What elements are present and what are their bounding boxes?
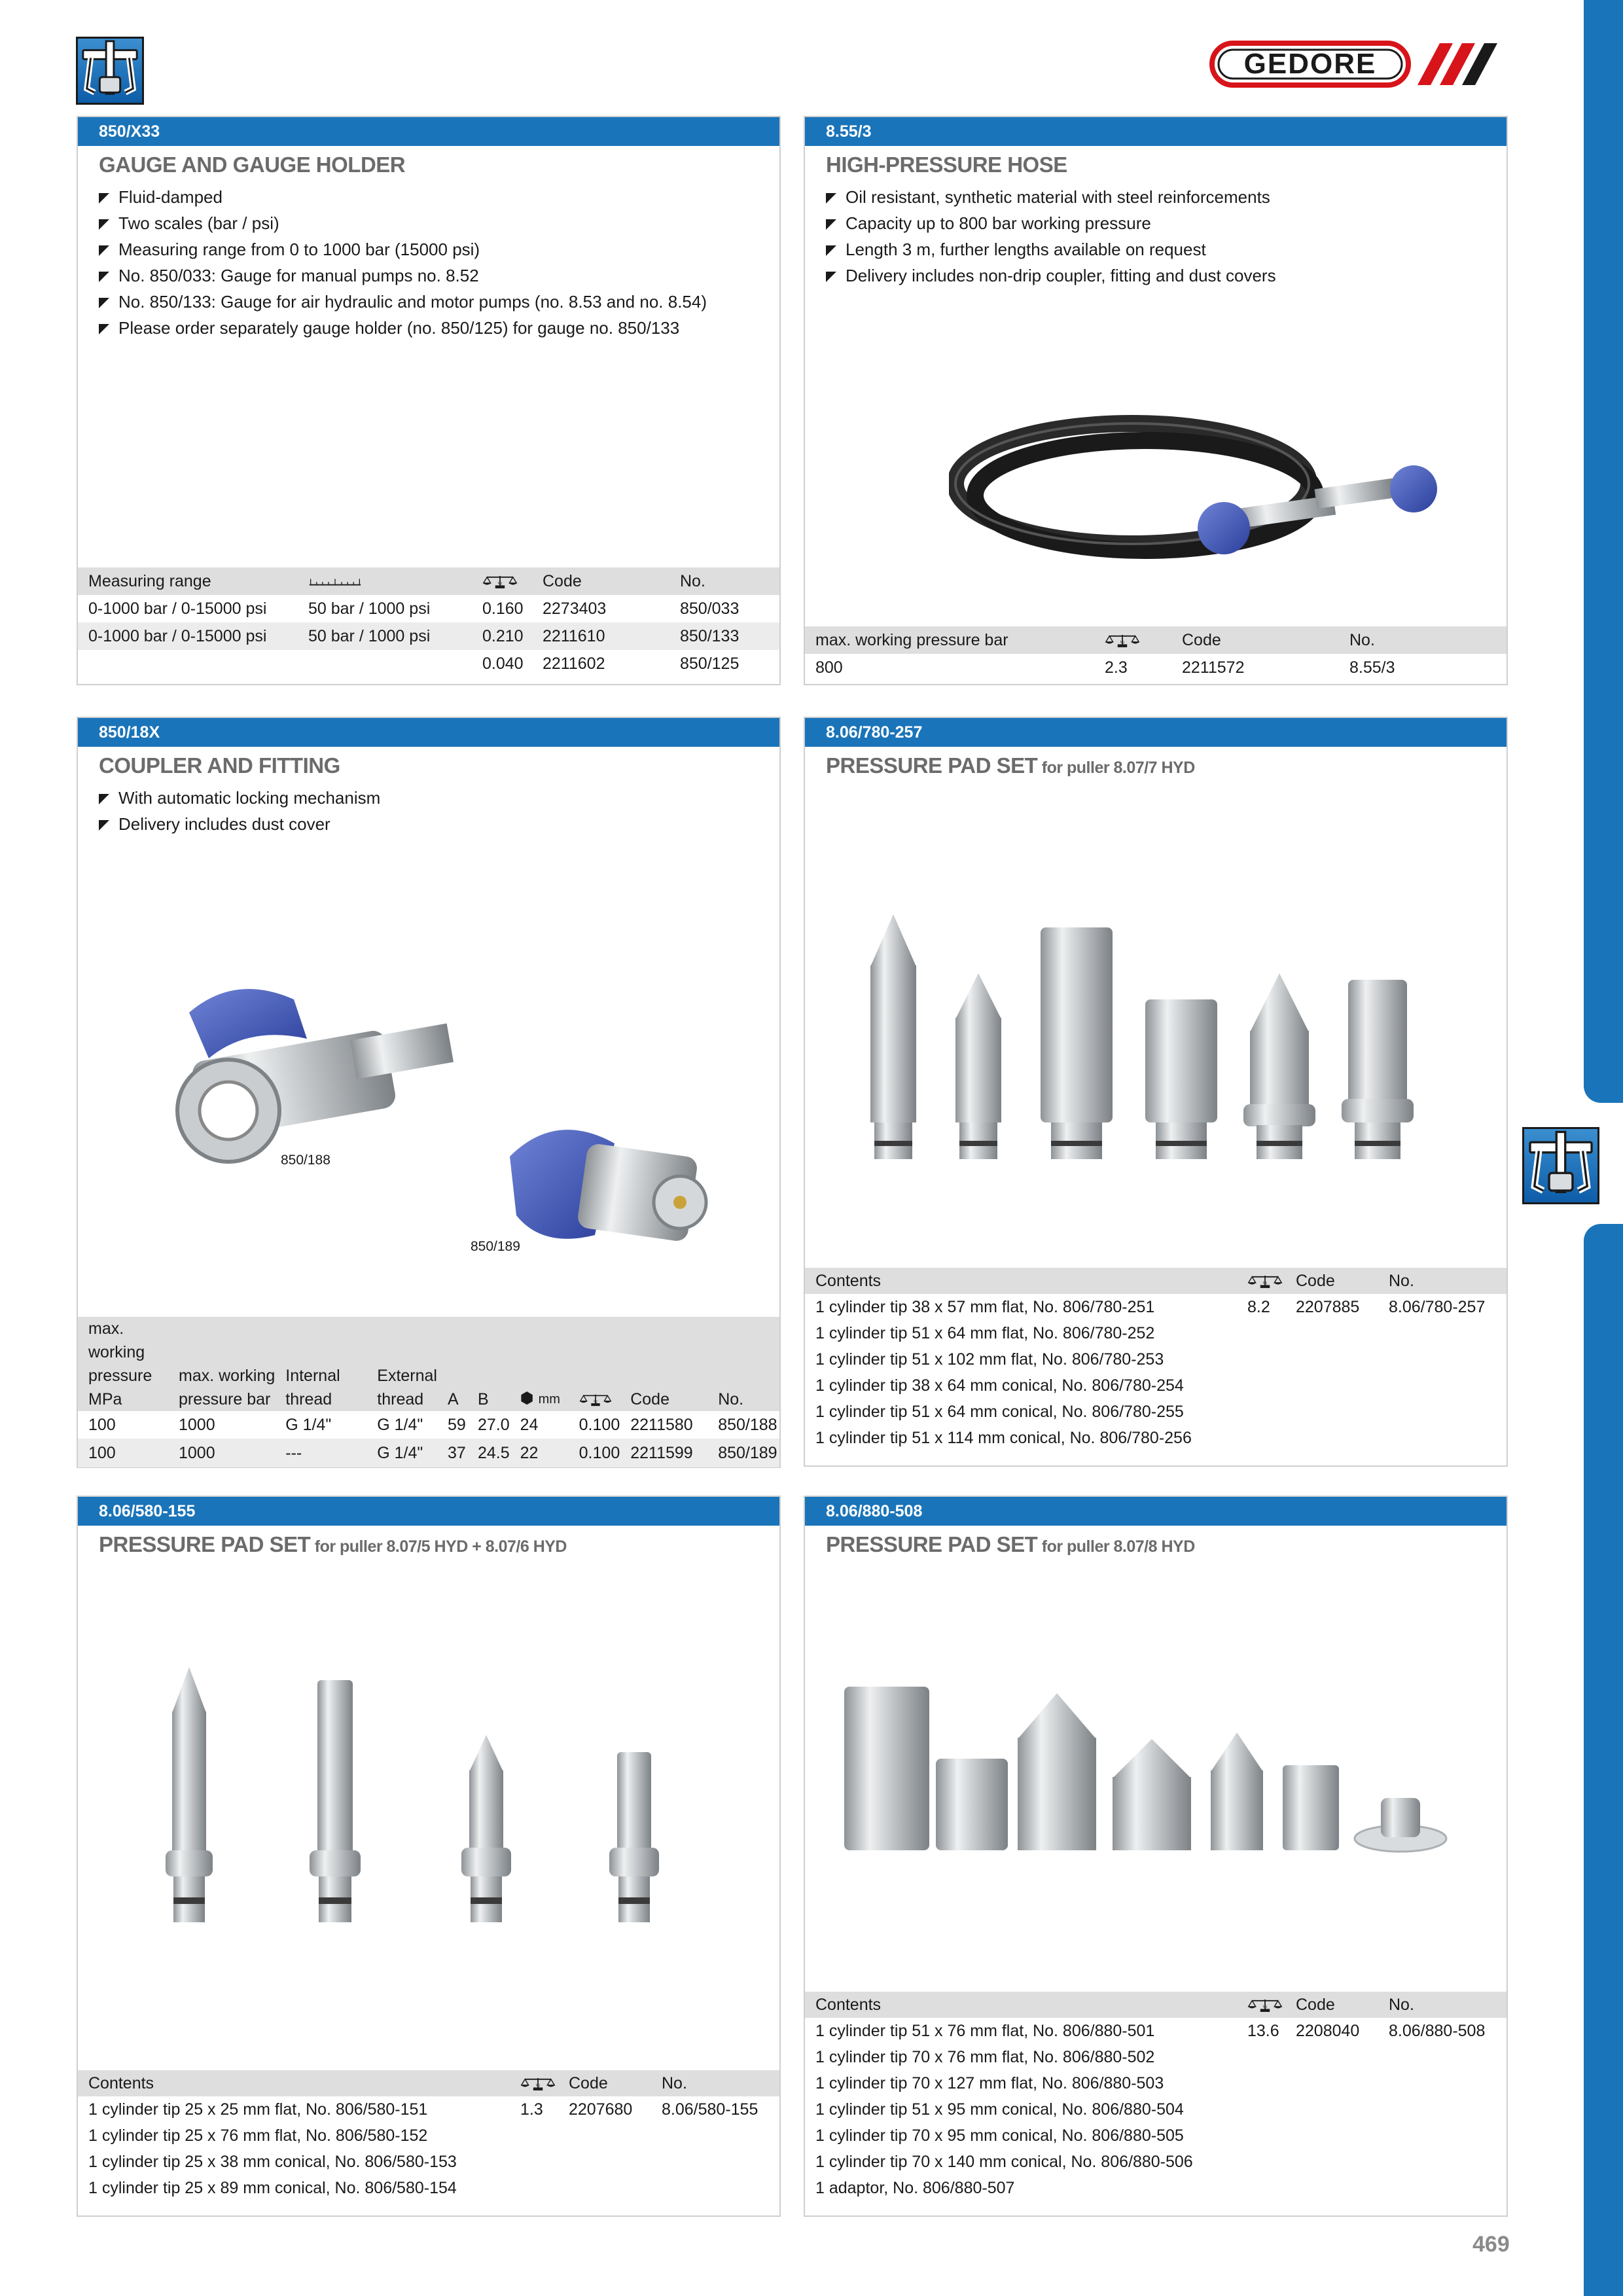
table-row — [78, 2123, 779, 2149]
pressure-pads-image — [838, 1667, 1479, 1876]
contents-item: 1 cylinder tip 38 x 57 mm flat, No. 806/780-251 — [815, 1297, 1155, 1316]
table-row — [78, 622, 779, 650]
cell: 100 — [88, 1443, 116, 1462]
table-row — [78, 595, 779, 622]
header-line: thread — [377, 1390, 424, 1408]
table-row — [805, 2018, 1507, 2044]
contents-item: 1 cylinder tip 70 x 95 mm conical, No. 806/880-505 — [815, 2126, 1184, 2145]
table-row — [78, 2149, 779, 2175]
contents-item: 1 cylinder tip 25 x 25 mm flat, No. 806/580-151 — [88, 2100, 428, 2119]
cell: 8.06/780-257 — [1389, 1297, 1486, 1316]
col-header: Code — [1296, 1995, 1335, 2014]
cell: 0.100 — [579, 1415, 620, 1434]
page-number: 469 — [1472, 2232, 1510, 2257]
cell: 24.5 — [477, 1443, 510, 1462]
puller-category-icon — [76, 37, 144, 105]
cell: 2.3 — [1105, 658, 1128, 677]
panel-code: 8.06/780-257 — [805, 718, 1507, 747]
panel-code: 8.06/880-508 — [805, 1497, 1507, 1526]
feature-item: With automatic locking mechanism — [99, 785, 380, 811]
fitting-image — [484, 1098, 758, 1294]
title-sub: for puller 8.07/5 HYD + 8.07/6 HYD — [310, 1537, 567, 1556]
hex-nut-icon: ⬢ — [520, 1390, 534, 1407]
pressure-pads-image — [143, 1654, 706, 1955]
contents-item: 1 cylinder tip 51 x 95 mm conical, No. 806/880-504 — [815, 2100, 1184, 2119]
hose-panel — [804, 116, 1508, 685]
cell: G 1/4" — [285, 1415, 332, 1434]
spec-table — [805, 1268, 1507, 1451]
cell: G 1/4" — [377, 1415, 423, 1434]
cell: 22 — [520, 1443, 539, 1462]
panel-code: 850/18X — [78, 718, 779, 747]
col-header: Code — [1296, 1271, 1335, 1290]
table-row — [805, 2044, 1507, 2070]
cell — [298, 650, 472, 677]
feature-item: Measuring range from 0 to 1000 bar (15000 psi) — [99, 236, 707, 262]
table-row — [805, 1372, 1507, 1399]
cell: 37 — [447, 1443, 466, 1462]
cell: 50 bar / 1000 psi — [308, 626, 431, 645]
unit-label: mm — [538, 1392, 560, 1407]
weight-icon — [1237, 1992, 1285, 2018]
panel-title — [826, 753, 1195, 778]
feature-item: Fluid-damped — [99, 184, 707, 210]
weight-icon — [1237, 1268, 1285, 1294]
feature-item: Delivery includes dust cover — [99, 811, 380, 837]
weight-icon — [569, 1317, 620, 1411]
cell: 2211599 — [630, 1443, 693, 1462]
contents-item: 1 cylinder tip 51 x 102 mm flat, No. 806/780-253 — [815, 1350, 1164, 1369]
weight-icon — [1094, 626, 1171, 654]
panel-code: 8.55/3 — [805, 117, 1507, 146]
col-header: A — [447, 1390, 459, 1408]
cell: 2207680 — [569, 2100, 633, 2119]
cell: 1.3 — [520, 2100, 543, 2119]
cell: 0-1000 bar / 0-15000 psi — [88, 626, 267, 645]
cell: 2208040 — [1296, 2021, 1360, 2040]
cell: 850/189 — [718, 1443, 777, 1462]
cell: 2207885 — [1296, 1297, 1360, 1316]
contents-item: 1 cylinder tip 70 x 127 mm flat, No. 806/880-503 — [815, 2073, 1164, 2092]
spec-table — [805, 1992, 1507, 2201]
col-header: No. — [662, 2073, 687, 2092]
table-row — [805, 1294, 1507, 1320]
scale-icon — [298, 567, 472, 595]
table-row — [805, 2149, 1507, 2175]
col-header — [275, 1317, 366, 1411]
cell: 2273403 — [543, 599, 607, 618]
cell: 8.2 — [1247, 1297, 1270, 1316]
cell: 2211572 — [1182, 658, 1245, 677]
col-header: No. — [718, 1390, 744, 1408]
pressure-pad-set-780-panel — [804, 717, 1508, 1467]
cell — [78, 650, 298, 677]
cell: 8.06/880-508 — [1389, 2021, 1486, 2040]
spec-table — [78, 1317, 779, 1467]
panel-title — [99, 1532, 567, 1557]
table-row — [805, 2123, 1507, 2149]
cell: 27.0 — [477, 1415, 510, 1434]
cell: 24 — [520, 1415, 539, 1434]
feature-item: Capacity up to 800 bar working pressure — [826, 210, 1276, 236]
cell: 8.06/580-155 — [662, 2100, 758, 2119]
header-line: MPa — [88, 1390, 122, 1408]
col-header — [168, 1317, 275, 1411]
feature-item: Length 3 m, further lengths available on request — [826, 236, 1276, 262]
col-header: Code — [1182, 630, 1221, 649]
weight-icon — [510, 2070, 558, 2096]
weight-icon — [472, 567, 532, 595]
cell: 100 — [88, 1415, 116, 1434]
table-row — [805, 1399, 1507, 1425]
cell: 13.6 — [1247, 2021, 1279, 2040]
col-header: Code — [569, 2073, 608, 2092]
col-header: No. — [1349, 630, 1375, 649]
col-header: No. — [680, 571, 705, 590]
feature-item: Delivery includes non-drip coupler, fitting and dust covers — [826, 262, 1276, 289]
table-row — [805, 2175, 1507, 2201]
feature-list — [99, 785, 380, 837]
cell: 850/133 — [680, 626, 740, 645]
cell: 1000 — [179, 1443, 215, 1462]
feature-item: No. 850/033: Gauge for manual pumps no. 8.52 — [99, 262, 707, 289]
puller-tab-icon[interactable] — [1522, 1127, 1599, 1204]
contents-item: 1 cylinder tip 25 x 89 mm conical, No. 806/580-154 — [88, 2178, 457, 2197]
table-row — [805, 2096, 1507, 2123]
title-sub: for puller 8.07/8 HYD — [1037, 1537, 1195, 1556]
spec-table — [805, 626, 1507, 681]
panel-title: GAUGE AND GAUGE HOLDER — [99, 152, 406, 177]
contents-item: 1 cylinder tip 38 x 64 mm conical, No. 806/780-254 — [815, 1376, 1184, 1395]
table-row — [805, 654, 1507, 681]
table-row — [78, 2096, 779, 2123]
title-main: PRESSURE PAD SET — [826, 753, 1038, 778]
title-main: PRESSURE PAD SET — [826, 1532, 1038, 1556]
gauge-panel — [77, 116, 781, 685]
cell: 0.100 — [579, 1443, 620, 1462]
header-line: External — [377, 1367, 437, 1385]
contents-item: 1 cylinder tip 25 x 76 mm flat, No. 806/580-152 — [88, 2126, 428, 2145]
table-row — [78, 1439, 779, 1467]
cell: 0.040 — [482, 654, 524, 673]
col-header: B — [477, 1390, 489, 1408]
panel-title: COUPLER AND FITTING — [99, 753, 340, 778]
edge-tab-bottom — [1584, 1224, 1623, 2296]
col-header: max. working pressure bar — [815, 630, 1008, 649]
contents-item: 1 adaptor, No. 806/880-507 — [815, 2178, 1015, 2197]
feature-item: No. 850/133: Gauge for air hydraulic and motor pumps (no. 8.53 and no. 8.54) — [99, 289, 707, 315]
table-row — [805, 1320, 1507, 1346]
title-sub: for puller 8.07/7 HYD — [1037, 759, 1195, 777]
col-header — [78, 1317, 168, 1411]
cell: G 1/4" — [377, 1443, 423, 1462]
spec-table — [78, 567, 779, 677]
coupler-image — [156, 960, 510, 1235]
header-line: max. — [88, 1319, 124, 1338]
table-row — [78, 1411, 779, 1439]
col-header: Measuring range — [88, 571, 211, 590]
cell: 50 bar / 1000 psi — [308, 599, 431, 618]
contents-item: 1 cylinder tip 51 x 114 mm conical, No. 806/780-256 — [815, 1428, 1192, 1447]
contents-item: 1 cylinder tip 25 x 38 mm conical, No. 806/580-153 — [88, 2152, 457, 2171]
cell: 1000 — [179, 1415, 215, 1434]
header-line: working — [88, 1343, 145, 1361]
image-label: 850/188 — [281, 1153, 330, 1168]
gedore-logo — [1209, 39, 1501, 89]
cell: 850/033 — [680, 599, 740, 618]
contents-item: 1 cylinder tip 70 x 140 mm conical, No. 806/880-506 — [815, 2152, 1193, 2171]
col-header: Code — [543, 571, 582, 590]
title-main: PRESSURE PAD SET — [99, 1532, 311, 1556]
col-header: No. — [1389, 1271, 1414, 1290]
cell: 0.210 — [482, 626, 524, 645]
feature-item: Oil resistant, synthetic material with steel reinforcements — [826, 184, 1276, 210]
feature-item: Two scales (bar / psi) — [99, 210, 707, 236]
col-header: Code — [630, 1390, 669, 1408]
cell: 0.160 — [482, 599, 524, 618]
cell: 59 — [447, 1415, 466, 1434]
cell: 850/188 — [718, 1415, 777, 1434]
contents-item: 1 cylinder tip 51 x 64 mm flat, No. 806/780-252 — [815, 1323, 1155, 1342]
panel-title: HIGH-PRESSURE HOSE — [826, 152, 1067, 177]
header-line: max. working — [179, 1367, 276, 1385]
cell: 800 — [815, 658, 843, 677]
header-line: thread — [285, 1390, 332, 1408]
col-header — [366, 1317, 437, 1411]
contents-item: 1 cylinder tip 70 x 76 mm flat, No. 806/880-502 — [815, 2047, 1155, 2066]
cell: 2211580 — [630, 1415, 693, 1434]
col-header: Contents — [815, 1995, 882, 2014]
pressure-pads-image — [857, 888, 1472, 1202]
edge-tab-top — [1584, 0, 1623, 1103]
col-header: Contents — [815, 1271, 882, 1290]
contents-item: 1 cylinder tip 51 x 64 mm conical, No. 806/780-255 — [815, 1402, 1184, 1421]
panel-code: 850/X33 — [78, 117, 779, 146]
col-header: No. — [1389, 1995, 1414, 2014]
table-row — [78, 650, 779, 677]
header-line: pressure bar — [179, 1390, 271, 1408]
pressure-pad-set-880-panel — [804, 1496, 1508, 2217]
pressure-pad-set-580-panel — [77, 1496, 781, 2217]
cell: 850/125 — [680, 654, 740, 673]
cell: 0-1000 bar / 0-15000 psi — [88, 599, 267, 618]
feature-item: Please order separately gauge holder (no. 850/125) for gauge no. 850/133 — [99, 315, 707, 341]
panel-title — [826, 1532, 1195, 1557]
panel-code: 8.06/580-155 — [78, 1497, 779, 1526]
image-label: 850/189 — [471, 1239, 520, 1254]
cell: 2211610 — [543, 626, 605, 645]
table-row — [805, 1425, 1507, 1451]
cell: --- — [285, 1443, 302, 1462]
table-row — [805, 1346, 1507, 1372]
coupler-panel — [77, 717, 781, 1468]
table-row — [805, 2070, 1507, 2096]
cell: 2211602 — [543, 654, 605, 673]
gedore-logo-text: GEDORE — [1243, 48, 1377, 80]
spec-table — [78, 2070, 779, 2201]
table-row — [78, 2175, 779, 2201]
contents-item: 1 cylinder tip 51 x 76 mm flat, No. 806/880-501 — [815, 2021, 1155, 2040]
col-header: Contents — [88, 2073, 154, 2092]
header-line: pressure — [88, 1367, 152, 1385]
feature-list — [826, 184, 1276, 289]
header-line: Internal — [285, 1367, 340, 1385]
feature-list — [99, 184, 707, 341]
cell: 8.55/3 — [1349, 658, 1395, 677]
wrench-size-header — [510, 1317, 569, 1411]
